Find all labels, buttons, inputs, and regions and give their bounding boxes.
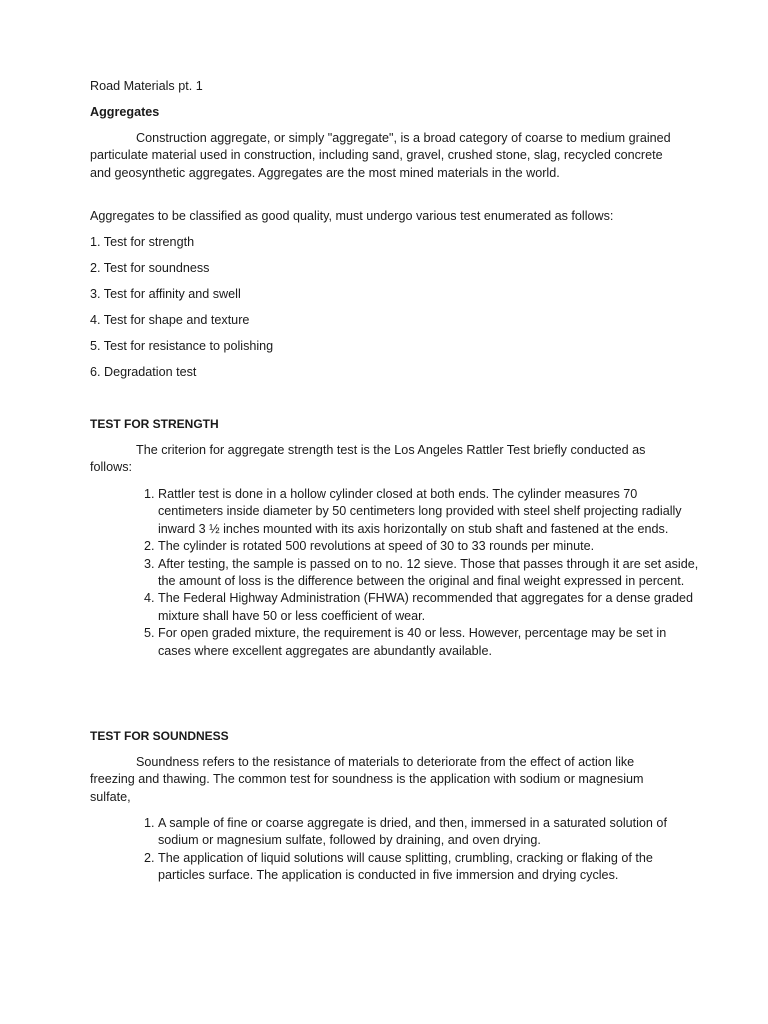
strength-step: 1. Rattler test is done in a hollow cylinder closed at both ends. The cylinder measures 70 centimeters inside diameter by 50 centimeters long provided with steel shelf projecting radially inward 3 ½ inches mounted with its axis horizontally on stub shaft and fastened at the ends. bbox=[158, 486, 700, 538]
doc-title: Road Materials pt. 1 bbox=[90, 79, 203, 93]
strength-steps-list bbox=[136, 486, 700, 660]
soundness-intro-paragraph: Soundness refers to the resistance of materials to deteriorate from the effect of action like freezing and thawing. The common test for soundness is the application with sodium or magnesium sulfate, bbox=[90, 755, 644, 804]
section-heading-strength: TEST FOR STRENGTH bbox=[90, 417, 219, 431]
test-list-item: 6. Degradation test bbox=[90, 365, 197, 379]
strength-step: 3. After testing, the sample is passed on to no. 12 sieve. Those that passes through it are set aside, the amount of loss is the difference between the original and final weight expressed in percent. bbox=[158, 556, 700, 591]
strength-step: 5. For open graded mixture, the requirement is 40 or less. However, percentage may be set in cases where excellent aggregates are abundantly available. bbox=[158, 625, 700, 660]
strength-intro-paragraph: The criterion for aggregate strength test is the Los Angeles Rattler Test briefly conducted as follows: bbox=[90, 443, 646, 475]
test-list-item: 3. Test for affinity and swell bbox=[90, 287, 241, 301]
test-list-item: 1. Test for strength bbox=[90, 235, 195, 249]
test-list-item: 5. Test for resistance to polishing bbox=[90, 339, 274, 353]
strength-step: 2. The cylinder is rotated 500 revolutions at speed of 30 to 33 rounds per minute. bbox=[158, 538, 700, 555]
soundness-steps-list bbox=[136, 815, 700, 885]
section-heading-aggregates: Aggregates bbox=[90, 105, 160, 119]
strength-step: 4. The Federal Highway Administration (FHWA) recommended that aggregates for a dense graded mixture shall have 50 or less coefficient of wear. bbox=[158, 590, 700, 625]
test-list-item: 4. Test for shape and texture bbox=[90, 313, 250, 327]
intro-paragraph: Construction aggregate, or simply "aggregate", is a broad category of coarse to medium grained particulate material used in construction, including sand, gravel, crushed stone, slag, recycled concrete and geosynthetic aggregates. Aggregates are the most mined materials in the world. bbox=[90, 131, 671, 180]
soundness-step: 2. The application of liquid solutions will cause splitting, crumbling, cracking or flaking of the particles surface. The application is conducted in five immersion and drying cycles. bbox=[158, 850, 700, 885]
section-heading-soundness: TEST FOR SOUNDNESS bbox=[90, 729, 229, 743]
classify-paragraph: Aggregates to be classified as good quality, must undergo various test enumerated as follows: bbox=[90, 209, 614, 223]
test-list-item: 2. Test for soundness bbox=[90, 261, 210, 275]
soundness-step: 1. A sample of fine or coarse aggregate is dried, and then, immersed in a saturated solution of sodium or magnesium sulfate, followed by draining, and oven drying. bbox=[158, 815, 700, 850]
